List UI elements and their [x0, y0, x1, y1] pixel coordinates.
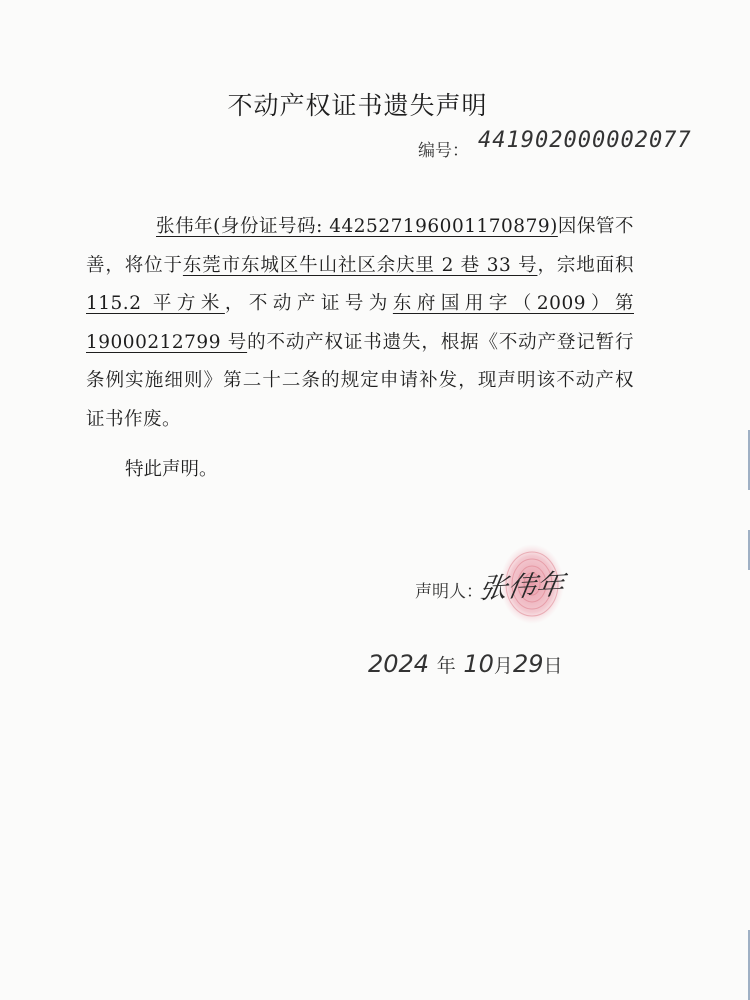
body-text-4: 的不动产权证书遗失，根据《不动产登记暂行条例实施细则》第二十二条的规定申请补发，现声明该不动产权证书作废。 — [86, 331, 634, 430]
date-day-unit: 日 — [543, 655, 563, 677]
document-title: 不动产权证书遗失声明 — [227, 91, 488, 120]
closing-statement: 特此声明。 — [125, 459, 218, 480]
declarant-label: 声明人： — [415, 582, 483, 602]
declarant-name-id: 张伟年(身份证号码: 442527196001170879) — [156, 216, 558, 237]
declaration-paragraph — [86, 208, 634, 439]
body-text-1: 因保管不善，将位于 — [86, 216, 634, 276]
date-year-unit: 年 — [436, 655, 456, 677]
body-text-2: ，宗地面积 — [537, 254, 634, 276]
declaration-body — [86, 208, 634, 439]
handwritten-signature: 张伟年 — [476, 567, 567, 606]
serial-number-label: 编号： — [418, 141, 469, 161]
certificate-number: 东府国用字（2009）第 19000212799 号 — [86, 293, 634, 353]
body-text-3: ，不动产证号为 — [224, 293, 393, 314]
date-month-unit: 月 — [493, 655, 513, 677]
date-day: 29 — [512, 650, 544, 678]
property-address: 东莞市东城区牛山社区余庆里 2 巷 33 号 — [182, 254, 538, 276]
declaration-date — [368, 650, 563, 678]
land-area: 115.2 平方米 — [86, 293, 225, 314]
date-year: 2024 — [368, 650, 430, 678]
serial-number-value: 441902000002077 — [478, 128, 692, 153]
date-month: 10 — [463, 650, 494, 678]
